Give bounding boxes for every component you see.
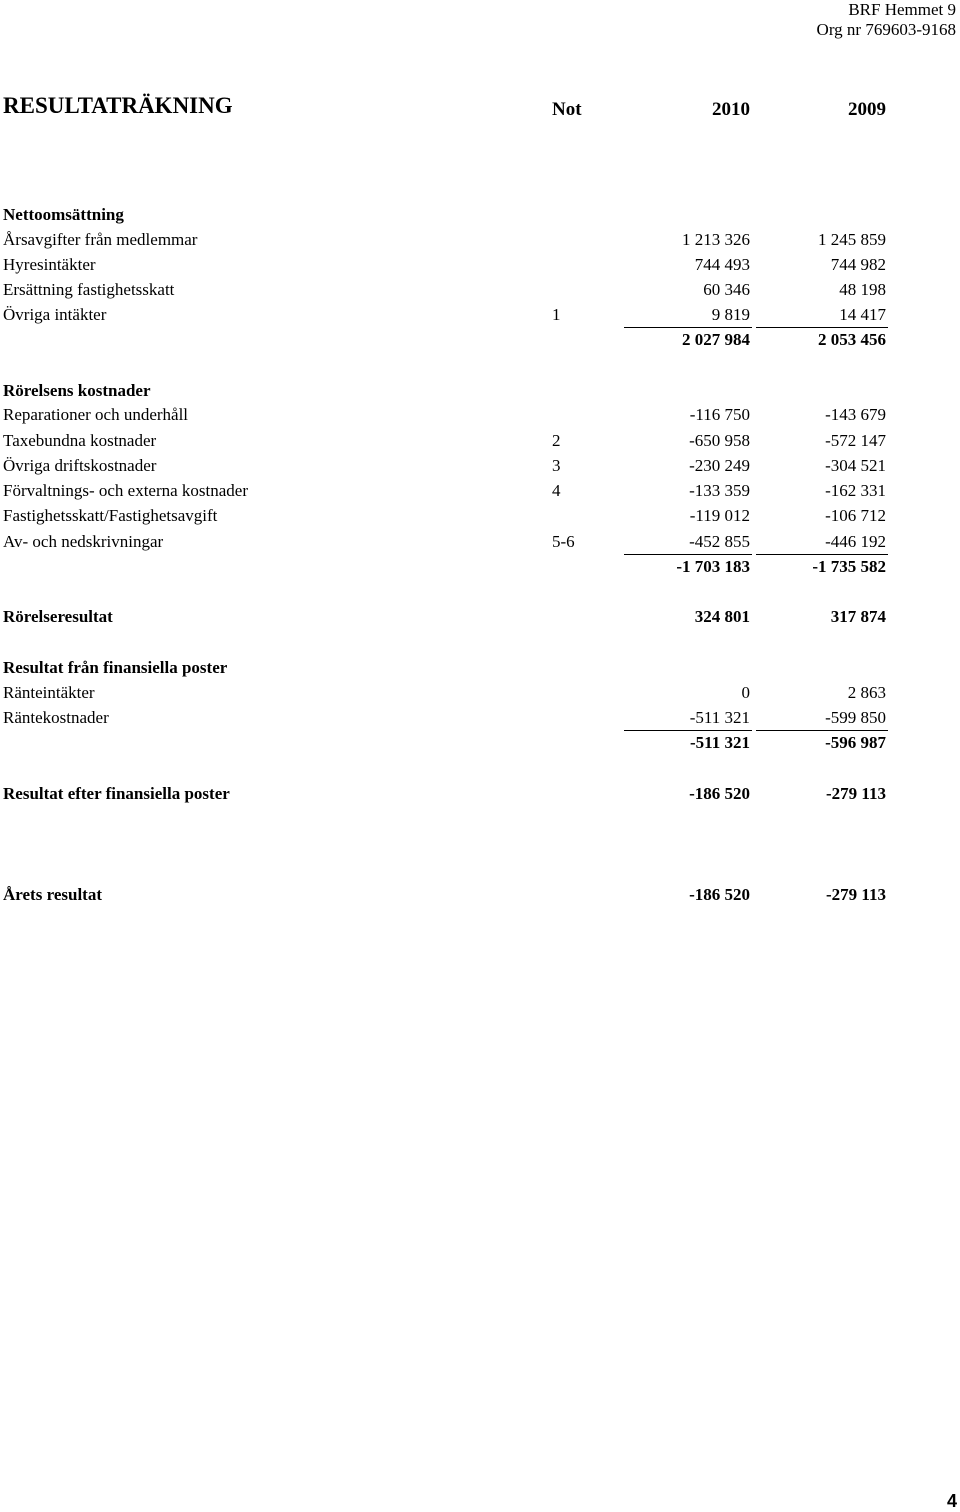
row-note: 2: [552, 431, 561, 450]
row-value-2010: -186 520: [689, 885, 750, 904]
column-header-2010: 2010: [712, 99, 750, 120]
row-value-2010: -511 321: [690, 733, 750, 752]
row-value-2009: 1 245 859: [818, 230, 886, 249]
table-row: [0, 604, 960, 629]
row-note: 5-6: [552, 532, 575, 551]
row-value-2009: -446 192: [825, 532, 886, 551]
table-row: [0, 302, 960, 327]
page-number: 4: [946, 1491, 957, 1511]
table-row: [0, 655, 960, 680]
organization-number: Org nr 769603-9168: [816, 20, 956, 39]
row-label: Övriga intäkter: [3, 305, 107, 324]
row-value-2009: 14 417: [839, 305, 886, 324]
row-note: 3: [552, 456, 561, 475]
organization-name: BRF Hemmet 9: [848, 0, 956, 19]
row-value-2010: -133 359: [689, 481, 750, 500]
row-value-2009: -572 147: [825, 431, 886, 450]
row-value-2010: -116 750: [689, 405, 750, 424]
row-value-2010: 744 493: [694, 255, 750, 274]
table-row: [0, 503, 960, 528]
row-value-2009: -304 521: [825, 456, 886, 475]
table-row: [0, 327, 960, 352]
row-value-2009: -599 850: [825, 708, 886, 727]
row-value-2010: 324 801: [694, 607, 750, 626]
row-label: Nettoomsättning: [3, 205, 124, 224]
row-value-2010: 9 819: [711, 305, 750, 324]
row-value-2010: -511 321: [689, 708, 750, 727]
row-value-2009: -162 331: [825, 481, 886, 500]
row-value-2010: -230 249: [689, 456, 750, 475]
row-label: Taxebundna kostnader: [3, 431, 157, 450]
row-value-2010: -650 958: [689, 431, 750, 450]
row-value-2009: 744 982: [830, 255, 886, 274]
row-value-2009: -106 712: [825, 506, 886, 525]
table-row: [0, 428, 960, 453]
row-label: Reparationer och underhåll: [3, 405, 189, 424]
row-value-2010: 0: [741, 683, 750, 702]
row-note: 1: [552, 305, 561, 324]
row-label: Räntekostnader: [3, 708, 109, 727]
table-row: [0, 882, 960, 907]
row-value-2010: -452 855: [689, 532, 750, 551]
row-value-2010: -119 012: [689, 506, 750, 525]
row-value-2010: 1 213 326: [682, 230, 750, 249]
row-value-2010: -1 703 183: [676, 557, 750, 576]
row-label: Resultat efter finansiella poster: [3, 784, 230, 803]
table-row: [0, 378, 960, 403]
table-row: [0, 252, 960, 277]
row-label: Rörelsens kostnader: [3, 381, 151, 400]
row-value-2009: 2 863: [847, 683, 886, 702]
table-row: [0, 227, 960, 252]
row-label: Förvaltnings- och externa kostnader: [3, 481, 249, 500]
table-row: [0, 402, 960, 427]
table-row: [0, 705, 960, 730]
row-value-2010: 2 027 984: [682, 330, 750, 349]
row-value-2009: 2 053 456: [818, 330, 886, 349]
table-row: [0, 781, 960, 806]
row-value-2010: -186 520: [689, 784, 750, 803]
row-note: 4: [552, 481, 561, 500]
row-value-2010: 60 346: [703, 280, 750, 299]
table-row: [0, 554, 960, 579]
row-value-2009: -1 735 582: [812, 557, 886, 576]
row-label: Av- och nedskrivningar: [3, 532, 164, 551]
table-row: [0, 202, 960, 227]
row-label: Fastighetsskatt/Fastighetsavgift: [3, 506, 218, 525]
table-row: [0, 529, 960, 554]
row-value-2009: -596 987: [825, 733, 886, 752]
table-row: [0, 453, 960, 478]
row-label: Årets resultat: [3, 885, 102, 904]
row-value-2009: 48 198: [839, 280, 886, 299]
statement-title: RESULTATRÄKNING: [3, 93, 233, 118]
row-label: Resultat från finansiella poster: [3, 658, 228, 677]
row-label: Årsavgifter från medlemmar: [3, 230, 198, 249]
row-value-2009: 317 874: [830, 607, 886, 626]
row-label: Hyresintäkter: [3, 255, 96, 274]
table-row: [0, 277, 960, 302]
row-label: Rörelseresultat: [3, 607, 113, 626]
row-label: Ränteintäkter: [3, 683, 95, 702]
table-row: [0, 730, 960, 755]
column-header-2009: 2009: [848, 99, 886, 120]
row-label: Övriga driftskostnader: [3, 456, 157, 475]
row-value-2009: -279 113: [826, 885, 886, 904]
column-header-note: Not: [552, 99, 582, 120]
table-row: [0, 680, 960, 705]
row-value-2009: -279 113: [826, 784, 886, 803]
table-row: [0, 478, 960, 503]
row-value-2009: -143 679: [825, 405, 886, 424]
row-label: Ersättning fastighetsskatt: [3, 280, 175, 299]
